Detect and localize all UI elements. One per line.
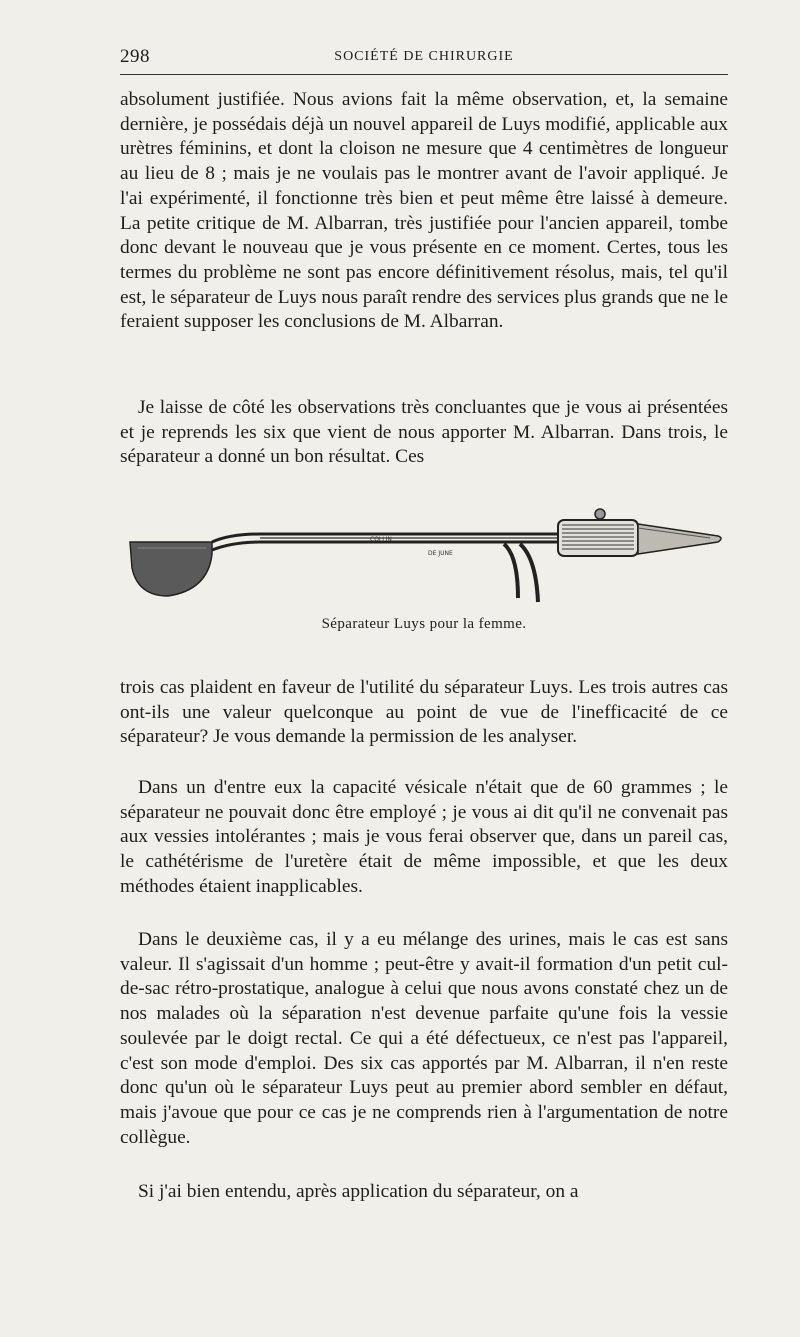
- figure-separateur-luys: [120, 498, 728, 613]
- paragraph-3: trois cas plaident en faveur de l'utilité du séparateur Luys. Les trois autres cas ont-ils une valeur quelconque au point de vue de l'inefficacité de ce séparateur? Je vous demande la permission de les analyser.: [120, 677, 728, 748]
- running-title: SOCIÉTÉ DE CHIRURGIE: [334, 49, 514, 64]
- paragraph-1: absolument justifiée. Nous avions fait la même observation, et, la semaine dernière, je possédais déjà un nouvel appareil de Luys modifié, applicable aux urètres féminins, et dont la cloison ne mesure que 4 centimètres de longueur au lieu de 8 ; mais je ne voulais pas le montrer avant de l'avoir appliqué. Je l'ai expérimenté, il fonctionne très bien et peut même être laissé à demeure. La petite critique de M. Albarran, très justifiée pour l'ancien appareil, tombe donc devant le nouveau que je vous présente en ce moment. Certes, tous les termes du problème ne sont pas encore définitivement résolus, mais, tel qu'il est, le séparateur de Luys nous paraît rendre des services plus grands que ne le feraient supposer les conclusions de M. Albarran.: [120, 89, 728, 333]
- engraving-collin: COLLIN: [370, 536, 392, 543]
- paragraph-5: Dans le deuxième cas, il y a eu mélange des urines, mais le cas est sans valeur. Il s'agissait d'un homme ; peut-être y avait-il formation d'un petit cul-de-sac rétro-prostatique, analogue à celui que nous avons constaté chez un de nos malades où la séparation n'est devenue parfaite qu'une fois la vessie soulevée par le doigt rectal. Ce qui a été défectueux, ce n'est pas l'appareil, c'est son mode d'emploi. Des six cas apportés par M. Albarran, il n'en reste donc qu'un où le séparateur Luys peut au premier abord sembler en défaut, mais j'avoue que pour ce cas je ne comprends rien à l'argumentation de notre collègue.: [120, 929, 728, 1148]
- page-number: 298: [120, 46, 150, 67]
- paragraph-4: Dans un d'entre eux la capacité vésicale n'était que de 60 grammes ; le séparateur ne pouvait donc être employé ; je vous ai dit qu'il ne convenait pas aux vessies intolérantes ; mais je vous ferai observer que, dans un pareil cas, le cathétérisme de l'uretère était de même impossible, et que les deux méthodes étaient inapplicables.: [120, 777, 728, 897]
- paragraph-2: Je laisse de côté les observations très concluantes que je vous ai présentées et je reprends les six que vient de nous apporter M. Albarran. Dans trois, le séparateur a donné un bon résultat. Ces: [120, 397, 728, 468]
- separator-instrument-illustration: [120, 498, 728, 613]
- page-header: [120, 42, 728, 75]
- figure-caption: Séparateur Luys pour la femme.: [321, 616, 527, 632]
- engraving-maker: DE JUNE: [428, 550, 453, 557]
- paragraph-6: Si j'ai bien entendu, après application du séparateur, on a: [138, 1181, 579, 1202]
